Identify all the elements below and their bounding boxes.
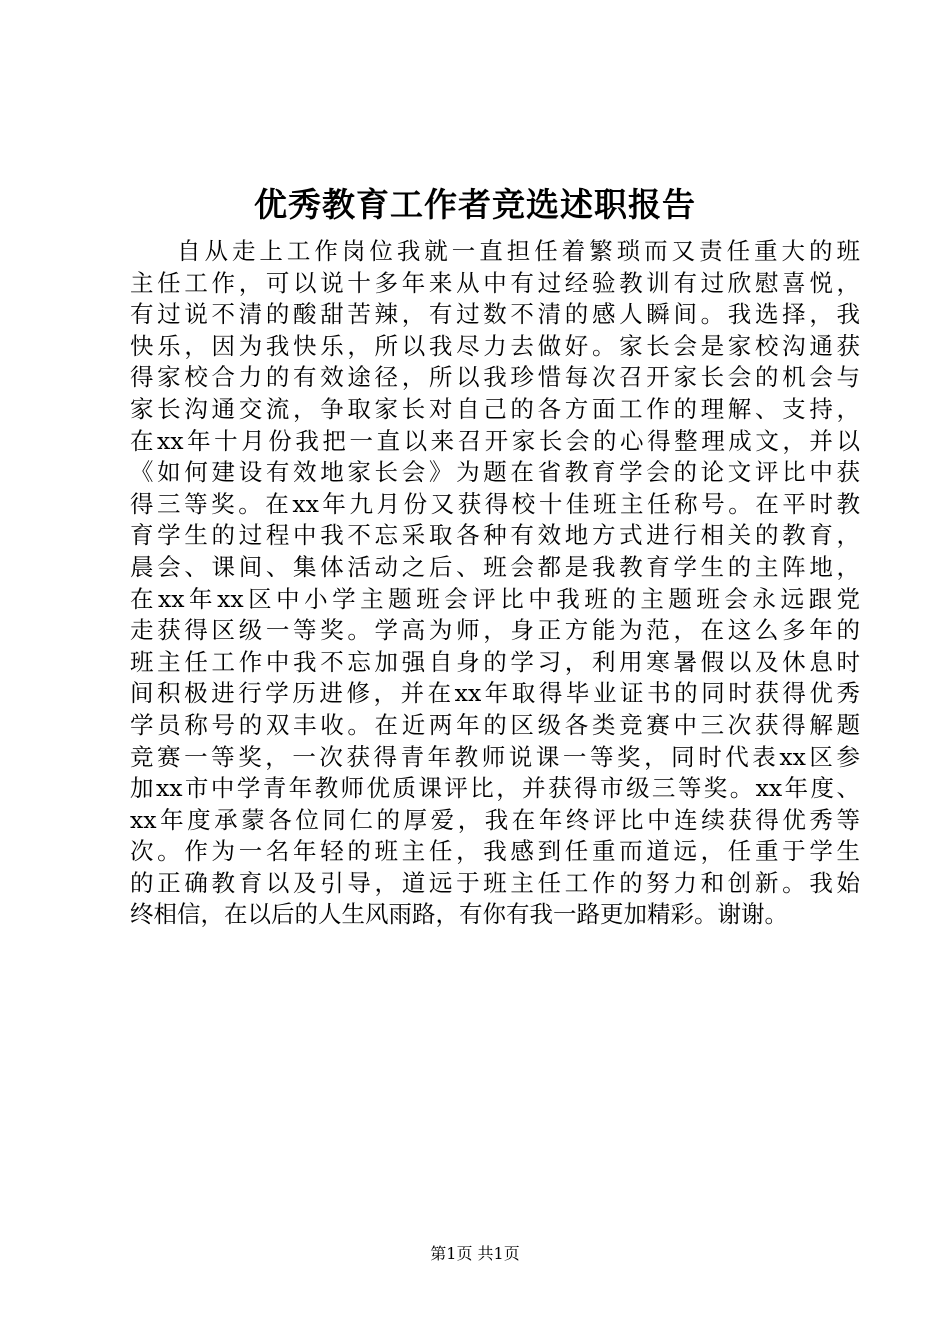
text-line: 快乐，因为我快乐，所以我尽力去做好。家长会是家校沟通获 [130, 331, 860, 360]
text-line: 竞赛一等奖，一次获得青年教师说课一等奖，同时代表xx区参 [130, 742, 860, 771]
report-body [130, 236, 860, 931]
text-line: xx年度承蒙各位同仁的厚爱，我在年终评比中连续获得优秀等 [130, 805, 860, 834]
text-line: 得家校合力的有效途径，所以我珍惜每次召开家长会的机会与 [130, 363, 860, 392]
text-line: 终相信，在以后的人生风雨路，有你有我一路更加精彩。谢谢。 [130, 900, 788, 929]
text-line: 学员称号的双丰收。在近两年的区级各类竞赛中三次获得解题 [130, 710, 860, 739]
text-line: 间积极进行学历进修，并在xx年取得毕业证书的同时获得优秀 [130, 679, 860, 708]
text-line: 次。作为一名年轻的班主任，我感到任重而道远，任重于学生 [130, 837, 860, 866]
text-line: 的正确教育以及引导，道远于班主任工作的努力和创新。我始 [130, 868, 860, 897]
text-line: 在xx年十月份我把一直以来召开家长会的心得整理成文，并以 [130, 426, 860, 455]
text-line: 《如何建设有效地家长会》为题在省教育学会的论文评比中获 [130, 458, 860, 487]
text-line: 自从走上工作岗位我就一直担任着繁琐而又责任重大的班 [177, 237, 860, 265]
text-line: 育学生的过程中我不忘采取各种有效地方式进行相关的教育， [130, 521, 860, 550]
text-line: 加xx市中学青年教师优质课评比，并获得市级三等奖。xx年度、 [130, 774, 860, 803]
text-line: 得三等奖。在xx年九月份又获得校十佳班主任称号。在平时教 [130, 489, 860, 518]
text-line: 在xx年xx区中小学主题班会评比中我班的主题班会永远跟党 [130, 584, 860, 613]
text-line: 家长沟通交流，争取家长对自己的各方面工作的理解、支持， [130, 394, 860, 423]
text-line: 走获得区级一等奖。学高为师，身正方能为范，在这么多年的 [130, 616, 860, 645]
text-line: 晨会、课间、集体活动之后、班会都是我教育学生的主阵地， [130, 552, 860, 581]
page-number-footer: 第1页 共1页 [430, 1244, 520, 1263]
text-line: 有过说不清的酸甜苦辣，有过数不清的感人瞬间。我选择，我 [130, 300, 860, 329]
page-title: 优秀教育工作者竞选述职报告 [254, 185, 696, 224]
text-line: 主任工作，可以说十多年来从中有过经验教训有过欣慰喜悦， [130, 268, 860, 297]
text-line: 班主任工作中我不忘加强自身的学习，利用寒暑假以及休息时 [130, 647, 860, 676]
